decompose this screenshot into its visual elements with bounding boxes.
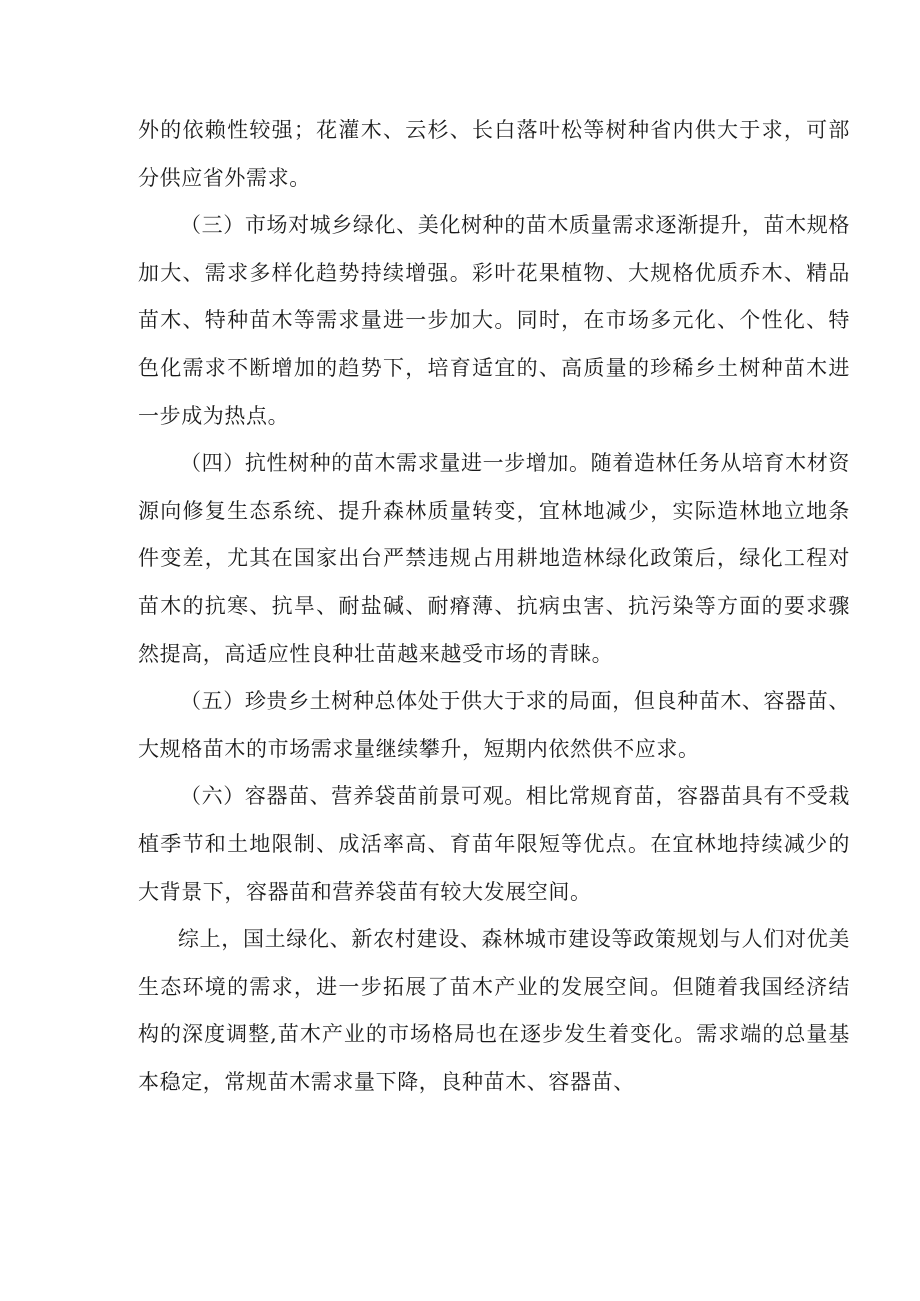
paragraph-section-4: （四）抗性树种的苗木需求量进一步增加。随着造林任务从培育木材资源向修复生态系统、提升森林质量转变，宜林地减少，实际造林地立地条件变差，尤其在国家出台严禁违规占用耕地造林绿化政策后，绿化工程对苗木的抗寒、抗旱、耐盐碱、耐瘠薄、抗病虫害、抗污染等方面的要求骤然提高，高适应性良种壮苗越来越受市场的青睐。	[138, 451, 850, 666]
paragraph-continuation: 外的依赖性较强；花灌木、云杉、长白落叶松等树种省内供大于求，可部分供应省外需求。	[138, 118, 850, 190]
paragraph-section-6: （六）容器苗、营养袋苗前景可观。相比常规育苗，容器苗具有不受栽植季节和土地限制、成活率高、育苗年限短等优点。在宜林地持续减少的大背景下，容器苗和营养袋苗有较大发展空间。	[138, 784, 850, 904]
paragraph-summary: 综上，国土绿化、新农村建设、森林城市建设等政策规划与人们对优美生态环境的需求，进一步拓展了苗木产业的发展空间。但随着我国经济结构的深度调整,苗木产业的市场格局也在逐步发生着变化。需求端的总量基本稳定，常规苗木需求量下降，良种苗木、容器苗、	[138, 927, 850, 1094]
paragraph-section-5: （五）珍贵乡土树种总体处于供大于求的局面，但良种苗木、容器苗、大规格苗木的市场需求量继续攀升，短期内依然供不应求。	[138, 689, 850, 761]
document-body	[138, 107, 850, 1106]
paragraph-section-3: （三）市场对城乡绿化、美化树种的苗木质量需求逐渐提升，苗木规格加大、需求多样化趋势持续增强。彩叶花果植物、大规格优质乔木、精品苗木、特种苗木等需求量进一步加大。同时，在市场多元化、个性化、特色化需求不断增加的趋势下，培育适宜的、高质量的珍稀乡土树种苗木进一步成为热点。	[138, 213, 850, 428]
